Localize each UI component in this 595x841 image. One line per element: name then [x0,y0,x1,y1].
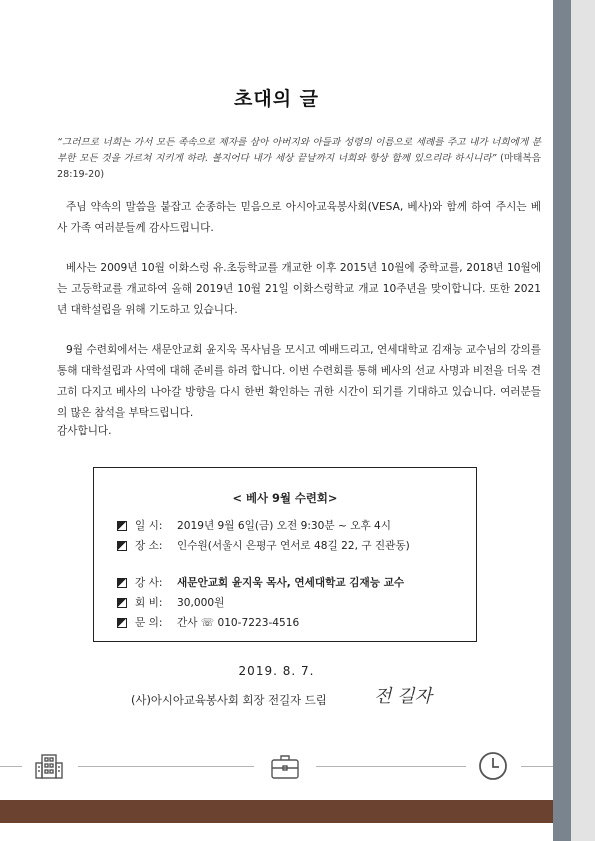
event-row-label: 회 비: [135,597,163,609]
paragraph-3: 9월 수련회에서는 새문안교회 윤지욱 목사님을 모시고 예배드리고, 연세대학교 김재능 교수님의 강의를 통해 대학설립과 사역에 대해 준비를 하려 합니다. 이번 수련회를 통해 베사의 선교 사명과 비전을 더욱 견고히 다지고 베사의 나아갈 방향을 다시 한번 확인하는 귀한 시간이 되기를 기대하고 있습니다. 여러분들의 많은 참석을 부탁드립니다. [57,344,541,419]
event-row-place [117,538,410,553]
event-row-label: 강 사: [135,577,163,589]
scripture-quote [57,135,541,183]
footer-band [0,800,553,823]
event-row-fee [117,595,224,610]
briefcase-icon [269,750,301,782]
event-row-value: 새문안교회 윤지욱 목사, 연세대학교 김재능 교수 [177,577,405,589]
checkbox-icon [117,521,127,531]
checkbox-icon [117,598,127,608]
sidebar-dark-stripe [553,0,571,841]
event-row-value: 30,000원 [177,597,225,609]
quote-reference: (마태복음 28:19-20) [57,153,541,180]
divider-line [316,766,466,767]
checkbox-icon [117,618,127,628]
divider-line [78,766,254,767]
checkbox-icon [117,541,127,551]
page-title: 초대의 글 [233,88,320,110]
event-row-value: 간사 ☏ 010-7223-4516 [177,617,300,629]
divider-line [0,766,22,767]
paragraph-1: 주님 약속의 말씀을 붙잡고 순종하는 믿음으로 아시아교육봉사회(VESA, 베사)와 함께 하여 주시는 베사 가족 여러분들께 감사드립니다. [57,201,541,234]
event-row-time [117,518,391,533]
handwritten-signature: 전 길자 [374,686,432,707]
event-row-label: 문 의: [135,617,163,629]
event-row-speaker [117,575,404,590]
signer-line: (사)아시아교육봉사회 회장 전길자 드림 [131,693,327,707]
event-row-value: 인수원(서울시 은평구 연서로 48길 22, 구 진관동) [177,540,410,552]
event-row-value: 2019년 9월 6일(금) 오전 9:30분 ~ 오후 4시 [177,520,392,532]
event-info-box [93,467,477,642]
event-row-label: 일 시: [135,520,163,532]
event-row-contact [117,615,299,630]
quote-text: “그러므로 너희는 가서 모든 족속으로 제자를 삼아 아버지와 아들과 성령의 이름으로 세례를 주고 내가 너희에게 분부한 모든 것을 가르쳐 지키게 하라. 볼지어다 내가 세상 끝날까지 너희와 항상 함께 있으리라 하시니라” [57,137,541,164]
sidebar-light-stripe [571,0,595,841]
closing-text: 감사합니다. [57,425,112,437]
building-icon [33,750,65,782]
clock-icon [477,750,509,782]
event-title: < 베사 9월 수련회> [232,491,338,505]
paragraph-2: 베사는 2009년 10월 이화스렁 유.초등학교를 개교한 이후 2015년 10월에 중학교를, 2018년 10월에는 고등학교를 개교하여 올해 2019년 10월 21일 이화스렁학교 개교 10주년을 맞이합니다. 또한 2021년 대학설립을 위해 기도하고 있습니다. [57,262,541,316]
letter-date: 2019. 8. 7. [238,664,315,678]
checkbox-icon [117,578,127,588]
event-row-label: 장 소: [135,540,163,552]
divider-line [521,766,553,767]
